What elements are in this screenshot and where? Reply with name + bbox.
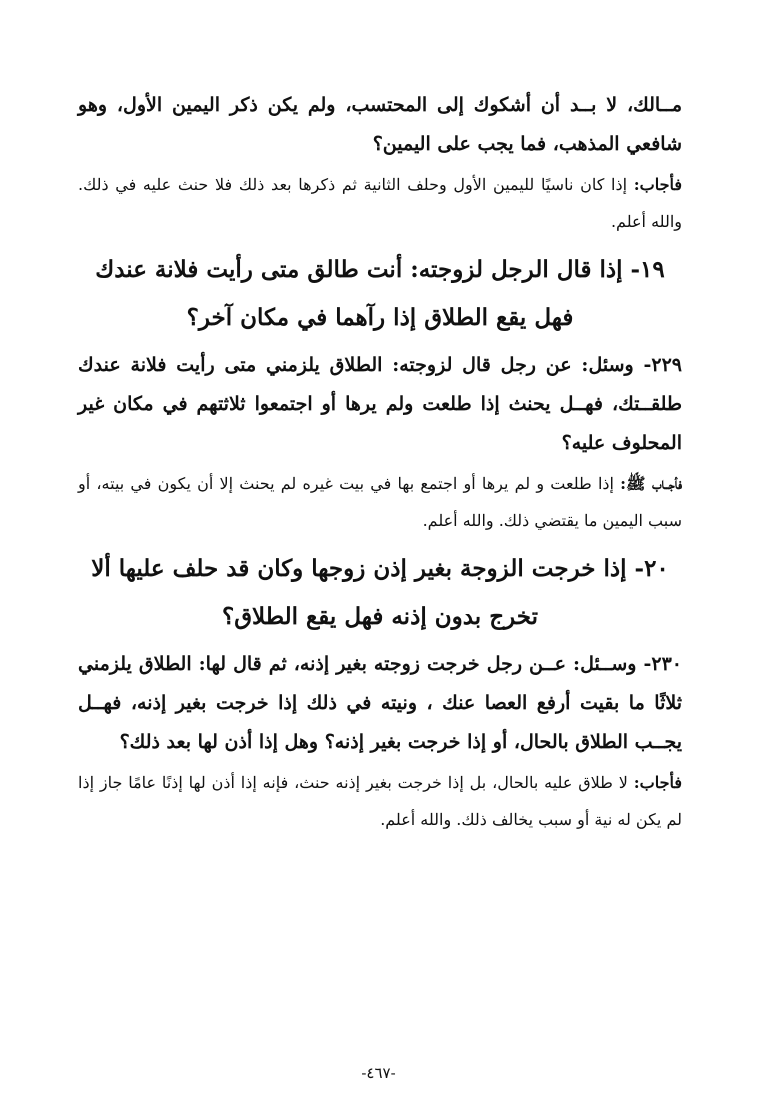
answer-230 bbox=[78, 764, 682, 838]
page-body bbox=[78, 86, 682, 838]
answer-230-text: لا طلاق عليه بالحال، بل إذا خرجت بغير إذنه حنث، فإنه إذا أذن لها إذنًا عامًا جاز إذا لم يكن له نية أو سبب يخالف ذلك. والله أعلم. bbox=[78, 773, 682, 829]
answer-paragraph bbox=[78, 166, 682, 240]
question-229: ٢٢٩- وسئل: عن رجل قال لزوجته: الطلاق يلزمني متى رأيت فلانة عندك طلقــتك، فهــل يحنث إذا طلعت ولم يرها أو اجتمعوا ثلاثتهم في مكان غير المحلوف عليه؟ bbox=[78, 354, 682, 454]
question-230: ٢٣٠- وســئل: عــن رجل خرجت زوجته بغير إذنه، ثم قال لها: الطلاق يلزمني ثلاثًا ما بقيت أرفع العصا عنك ، ونيته في ذلك إذا خرجت بغير إذنه، فهــل يجــب الطلاق بالحال، أو إذا خرجت بغير إذنه؟ وهل إذا أذن لها بعد ذلك؟ bbox=[78, 653, 682, 753]
answer-229-label: فأجــاب ﷺ: bbox=[620, 474, 682, 493]
answer-label: فأجاب: bbox=[633, 175, 682, 194]
answer-229-text: إذا طلعت و لم يرها أو اجتمع بها في بيت غيره لم يحنث إلا أن يكون في بيته، أو سبب اليمين ما يقتضي ذلك. والله أعلم. bbox=[78, 474, 682, 530]
answer-229 bbox=[78, 465, 682, 539]
section-heading-19: ١٩- إذا قال الرجل لزوجته: أنت طالق متى رأيت فلانة عندك فهل يقع الطلاق إذا رآهما في مكان آخر؟ bbox=[95, 256, 665, 331]
question-continuation: مــالك، لا بــد أن أشكوك إلى المحتسب، ولم يكن ذكر اليمين الأول، وهو شافعي المذهب، فما يجب على اليمين؟ bbox=[78, 94, 682, 155]
section-heading-20: ٢٠- إذا خرجت الزوجة بغير إذن زوجها وكان قد حلف عليها ألا تخرج بدون إذنه فهل يقع الطلاق؟ bbox=[91, 555, 669, 630]
answer-230-label: فأجاب: bbox=[633, 773, 683, 792]
answer-text: إذا كان ناسيًا لليمين الأول وحلف الثانية ثم ذكرها بعد ذلك فلا حنث عليه في ذلك. والله أعلم. bbox=[78, 175, 682, 231]
page-number: -٤٦٧- bbox=[361, 1064, 396, 1082]
